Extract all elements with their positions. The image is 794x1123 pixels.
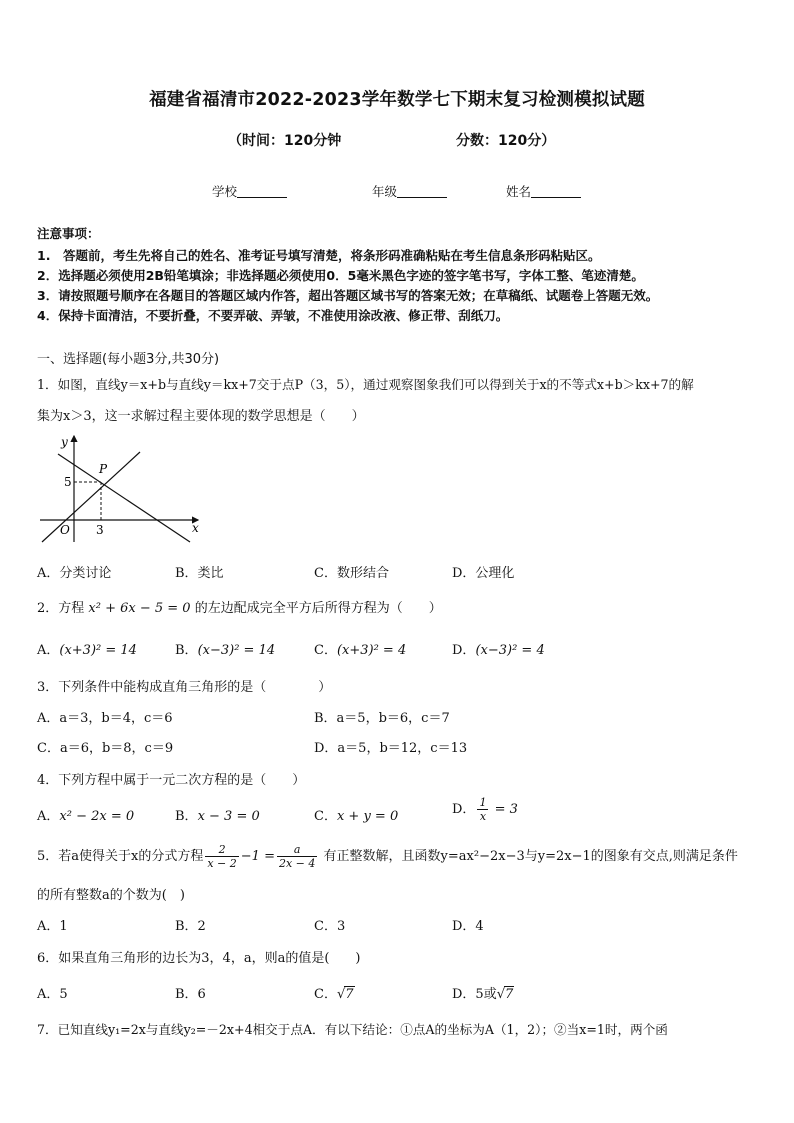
option-d[interactable]: D．a＝5，b＝12，c＝13 [314, 741, 468, 756]
tick-label-3: 3 [96, 523, 104, 537]
option-d[interactable]: D．公理化 [452, 566, 515, 581]
option-b[interactable]: B．a＝5，b＝6，c＝7 [314, 711, 450, 726]
section-heading: 一、选择题(每小题3分,共30分) [37, 352, 220, 367]
option-a[interactable]: A．1 [37, 919, 68, 934]
x-axis-label: x [192, 521, 199, 535]
option-d[interactable]: D．(x−3)² = 4 [452, 643, 545, 658]
option-d[interactable]: D．4 [452, 919, 484, 934]
grade-label: 年级 [372, 184, 398, 199]
fraction: $\frac{a}{2x - 4}$ [278, 843, 316, 870]
option-b[interactable]: B．2 [175, 919, 206, 934]
option-c[interactable]: C．√7 [314, 987, 354, 1002]
notice-item: 1. 答题前，考生先将自己的姓名、准考证号填写清楚，将条形码准确粘贴在考生信息条形码粘贴区。 [37, 248, 601, 263]
school-field[interactable] [212, 182, 287, 200]
school-label: 学校 [212, 184, 238, 199]
fraction: $\frac{1}{x}$ [479, 796, 487, 823]
origin-label: O [60, 523, 70, 537]
question-2-equation: x² + 6x − 5 = 0 [88, 601, 191, 616]
option-c[interactable]: C．3 [314, 919, 346, 934]
exam-time: （时间：120分钟 [228, 133, 342, 149]
option-c[interactable]: C．a＝6，b＝8，c＝9 [37, 741, 174, 756]
option-a[interactable]: A．5 [37, 987, 68, 1002]
option-b[interactable]: B．x − 3 = 0 [175, 809, 260, 824]
notice-item: 3．请按照题号顺序在各题目的答题区域内作答，超出答题区域书写的答案无效；在草稿纸、试题卷上答题无效。 [37, 288, 659, 303]
option-c[interactable]: C．数形结合 [314, 566, 389, 581]
question-3-stem: 3．下列条件中能构成直角三角形的是（ ） [37, 680, 332, 695]
school-blank[interactable] [237, 185, 287, 198]
name-blank[interactable] [531, 185, 581, 198]
question-1-line2: 集为x＞3，这一求解过程主要体现的数学思想是（ ） [37, 409, 365, 424]
option-c[interactable]: C．(x+3)² = 4 [314, 643, 407, 658]
question-2-stem-b: 的左边配成完全平方后所得方程为（ ） [194, 601, 442, 616]
option-b[interactable]: B．类比 [175, 566, 224, 581]
line-y-x-plus-b [42, 452, 140, 542]
option-c[interactable]: C．x + y = 0 [314, 809, 399, 824]
notice-heading: 注意事项： [37, 226, 100, 241]
option-a[interactable]: A．x² − 2x = 0 [37, 809, 135, 824]
option-a[interactable]: A．a＝3，b＝4，c＝6 [37, 711, 173, 726]
question-7-line1: 7．已知直线y₁=2x与直线y₂=－2x+4相交于点A．有以下结论：①点A的坐标为A（1，2）；②当x=1时，两个函 [37, 1022, 668, 1037]
question-1-graph [34, 430, 214, 545]
notice-item: 2．选择题必须使用2B铅笔填涂；非选择题必须使用0．5毫米黑色字迹的签字笔书写，字体工整、笔迹清楚。 [37, 268, 644, 283]
option-a[interactable]: A．(x+3)² = 14 [37, 643, 137, 658]
point-p-label: P [99, 462, 108, 476]
question-5-line1: 5．若a使得关于x的分式方程 $\frac{2}{x - 2}$ −1 = $\frac{a}{2x - 4}$ 有正整数解，且函数y=ax²−2x−3与y=2x−1的图象有交点,则满足条件 [37, 843, 738, 870]
exam-score: 分数：120分） [456, 133, 556, 149]
question-4-stem: 4．下列方程中属于一元二次方程的是（ ） [37, 773, 306, 788]
grade-blank[interactable] [397, 185, 447, 198]
y-axis-label: y [61, 435, 68, 449]
option-b[interactable]: B．(x−3)² = 14 [175, 643, 276, 658]
option-a[interactable]: A．分类讨论 [37, 566, 112, 581]
option-d[interactable]: D． $\frac{1}{x}$ = 3 [452, 796, 518, 823]
question-6-stem: 6．如果直角三角形的边长为3，4，a，则a的值是( ) [37, 951, 361, 966]
question-5-line2: 的所有整数a的个数为( ) [37, 888, 185, 903]
question-2-stem [37, 597, 442, 616]
question-2-stem-a: 2．方程 [37, 601, 85, 616]
option-b[interactable]: B．6 [175, 987, 206, 1002]
grade-field[interactable] [372, 182, 447, 200]
question-1-line1: 1．如图，直线y＝x+b与直线y＝kx+7交于点P（3，5），通过观察图象我们可以得到关于x的不等式x+b＞kx+7的解 [37, 377, 694, 392]
fraction: $\frac{2}{x - 2}$ [207, 843, 237, 870]
notice-item: 4．保持卡面清洁，不要折叠，不要弄破、弄皱，不准使用涂改液、修正带、刮纸刀。 [37, 308, 509, 323]
tick-label-5: 5 [64, 475, 72, 489]
name-label: 姓名 [506, 184, 532, 199]
option-d[interactable]: D．5或√7 [452, 987, 514, 1002]
page-title: 福建省福清市2022-2023学年数学七下期末复习检测模拟试题 [149, 90, 645, 110]
name-field[interactable] [506, 182, 581, 200]
